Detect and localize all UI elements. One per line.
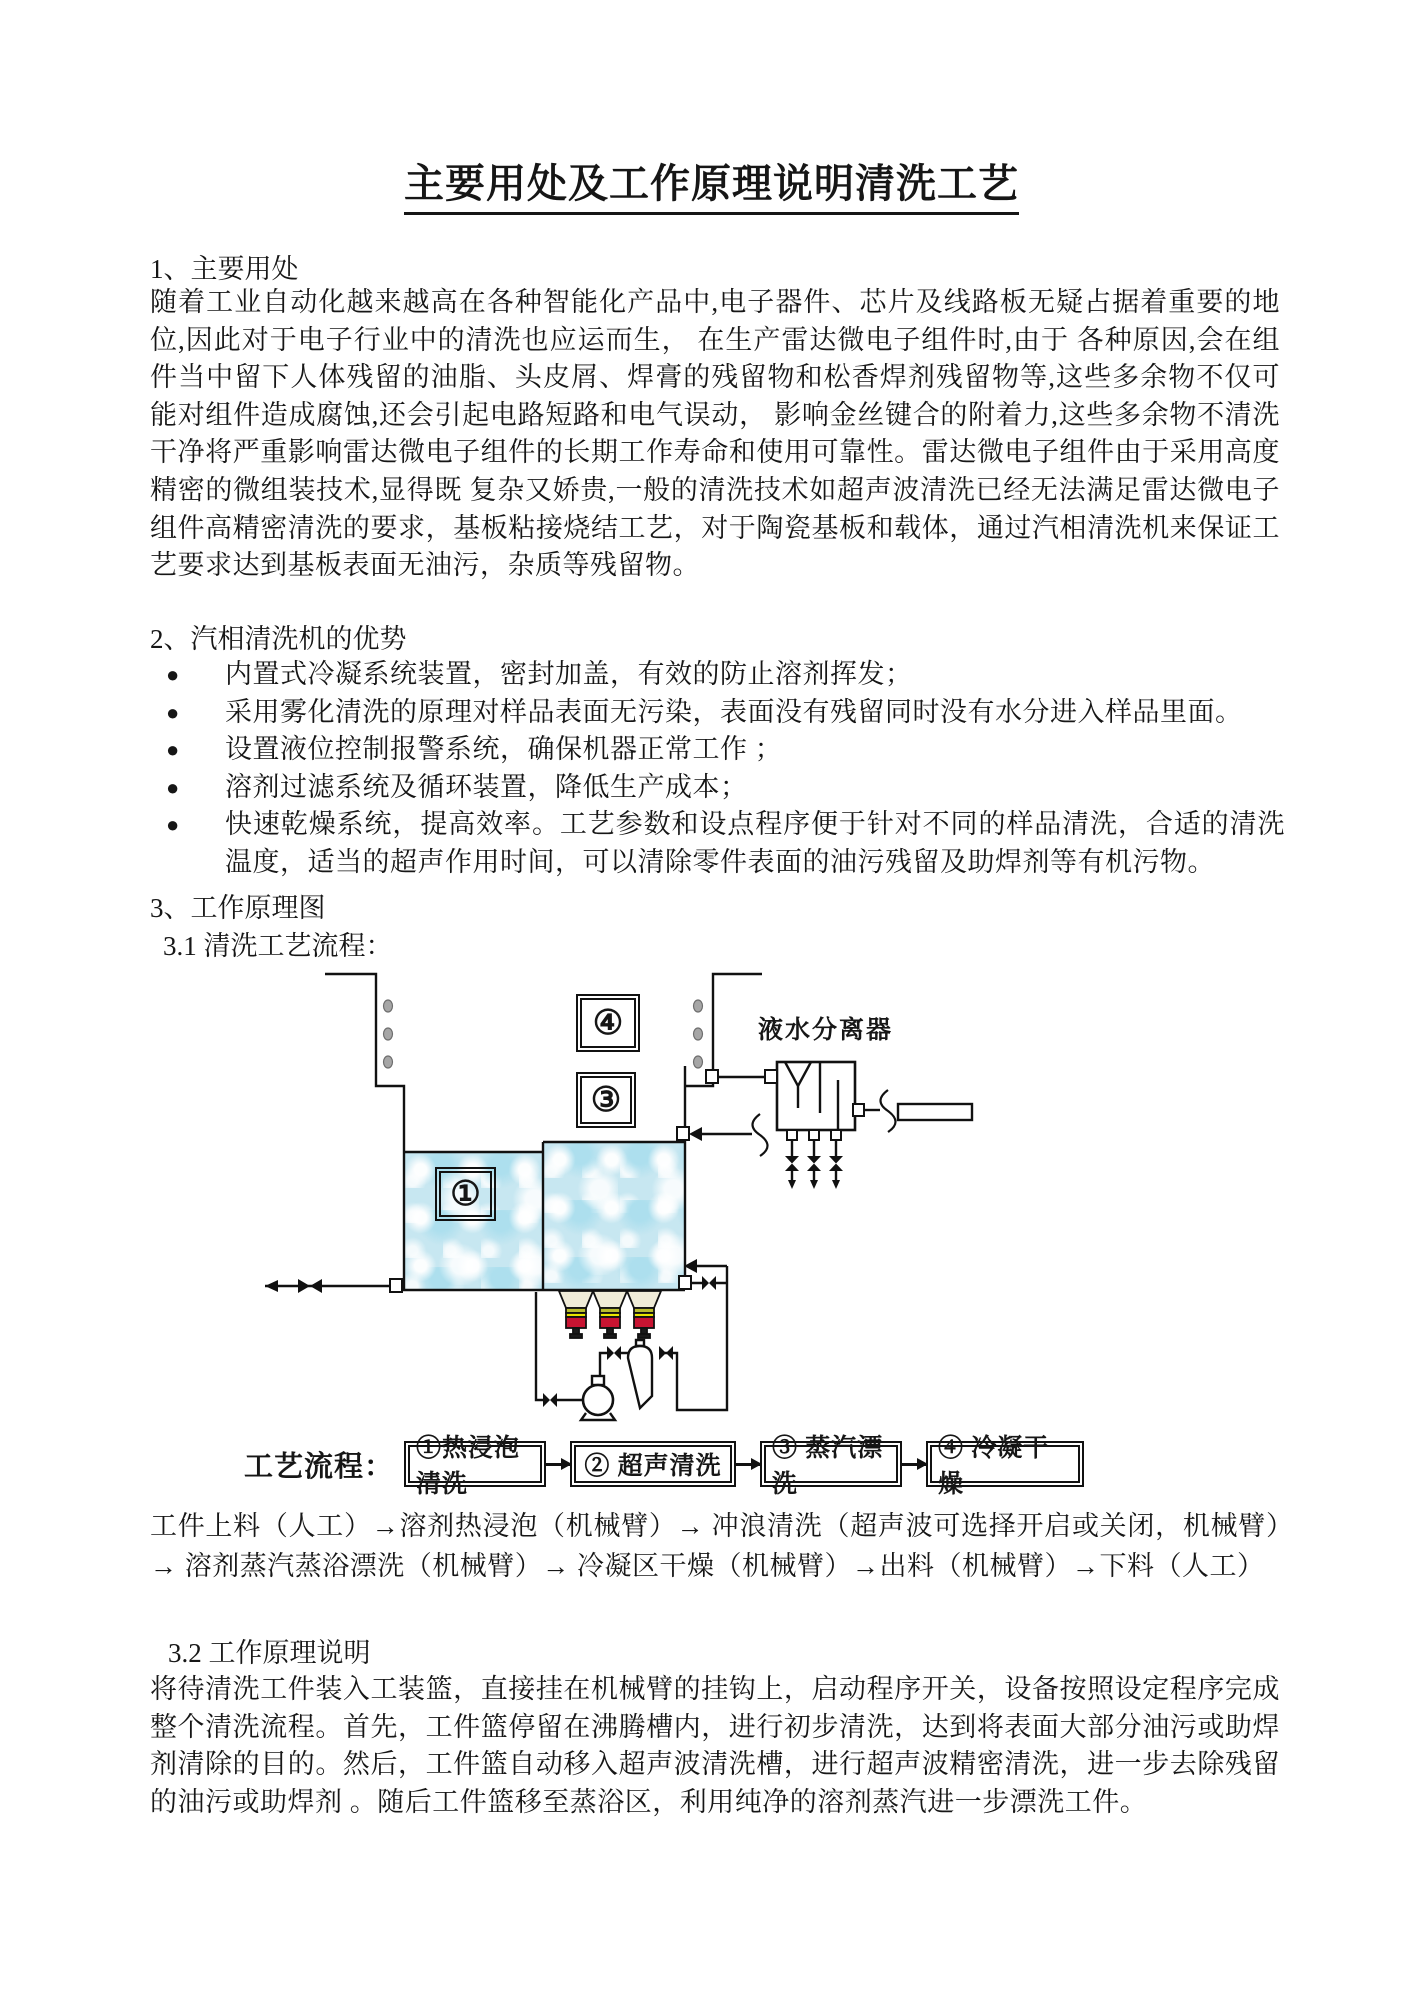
transducer-icons: [559, 1291, 661, 1338]
separator-label: 液水分离器: [758, 1017, 894, 1044]
page-title: [0, 152, 1423, 215]
section3-heading: 3、工作原理图: [150, 893, 326, 923]
flow-step-2: ② 超声清洗: [570, 1441, 736, 1487]
bullet-icon: ●: [166, 699, 180, 725]
bullet-icon: ●: [166, 662, 180, 687]
arrow-right-icon: [546, 1463, 570, 1466]
bullet-icon: ●: [166, 737, 180, 763]
section3-paragraph: 将待清洗工件装入工装篮，直接挂在机械臂的挂钩上，启动程序开关，设备按照设定程序完成整个清洗流程。首先，工件篮停留在沸腾槽内，进行初步清洗，达到将表面大部分油污或助焊剂清除的目的。然后，工件篮自动移入超声波清洗槽，进行超声波精密清洗，进一步去除残留的油污或助焊剂 。随后工件篮移至蒸浴区，利用纯净的溶剂蒸汽进一步漂洗工件。: [150, 1674, 1280, 1817]
section3-sub32: 3.2 工作原理说明: [168, 1638, 371, 1668]
list-item: ● 快速乾燥系统，提高效率。工艺参数和设点程序便于针对不同的样品清洗，合适的清洗温度，适当的超声作用时间，可以清除零件表面的油污残留及助焊剂等有机污物。: [150, 806, 1285, 881]
section2-heading: 2、汽相清洗机的优势: [150, 624, 407, 654]
diagram-linework: [240, 958, 1090, 1443]
process-diagram: [240, 958, 1090, 1443]
section3-sub31: 3.1 清洗工艺流程：: [163, 931, 393, 961]
page-title-text: 主要用处及工作原理说明清洗工艺: [404, 152, 1019, 215]
stage3-box: ③: [576, 1072, 636, 1128]
flow-step-1: ①热浸泡清洗: [404, 1441, 546, 1487]
stage1-box: ①: [435, 1167, 496, 1221]
bullet-icon: ●: [166, 774, 180, 800]
list-item: ● 溶剂过滤系统及循环装置，降低生产成本；: [150, 769, 1285, 807]
list-item: ● 内置式冷凝系统装置，密封加盖，有效的防止溶剂挥发；: [150, 656, 1285, 694]
list-item: ● 采用雾化清洗的原理对样品表面无污染，表面没有残留同时没有水分进入样品里面。: [150, 694, 1285, 732]
arrow-right-icon: [902, 1463, 926, 1466]
bullet-icon: ●: [166, 812, 180, 838]
list-item: ● 设置液位控制报警系统，确保机器正常工作 ；: [150, 731, 1285, 769]
flow-step-3: ③ 蒸汽漂洗: [760, 1441, 902, 1487]
section1-heading: 1、主要用处: [150, 254, 299, 284]
flow-label: 工艺流程：: [244, 1450, 395, 1483]
flow-step-4: ④ 冷凝干燥: [926, 1441, 1084, 1487]
flow-description: 工件上料（人工）→溶剂热浸泡（机械臂）→ 冲浪清洗（超声波可选择开启或关闭，机械臂）→ 溶剂蒸汽蒸浴漂洗（机械臂）→ 冷凝区干燥（机械臂）→出料（机械臂）→下料（人工）: [150, 1511, 1280, 1581]
arrow-right-icon: [736, 1463, 760, 1466]
advantages-list: [150, 656, 1285, 882]
section1-paragraph: 随着工业自动化越来越高在各种智能化产品中,电子器件、芯片及线路板无疑占据着重要的地位,因此对于电子行业中的清洗也应运而生， 在生产雷达微电子组件时,由于 各种原因,会在组件当中留下人体残留的油脂、头皮屑、焊膏的残留物和松香焊剂残留物等,这些多余物不仅可能对组件造成腐蚀,还会引起电路短路和电气误动， 影响金丝键合的附着力,这些多余物不清洗干净将严重影响雷达微电子组件的长期工作寿命和使用可靠性。雷达微电子组件由于采用高度精密的微组装技术,显得既 复杂又娇贵,一般的清洗技术如超声波清洗已经无法满足雷达微电子组件高精密清洗的要求，基板粘接烧结工艺，对于陶瓷基板和载体，通过汽相清洗机来保证工艺要求达到基板表面无油污，杂质等残留物。: [150, 287, 1280, 581]
stage4-box: ④: [576, 994, 640, 1052]
process-flow-row: [244, 1435, 1084, 1498]
